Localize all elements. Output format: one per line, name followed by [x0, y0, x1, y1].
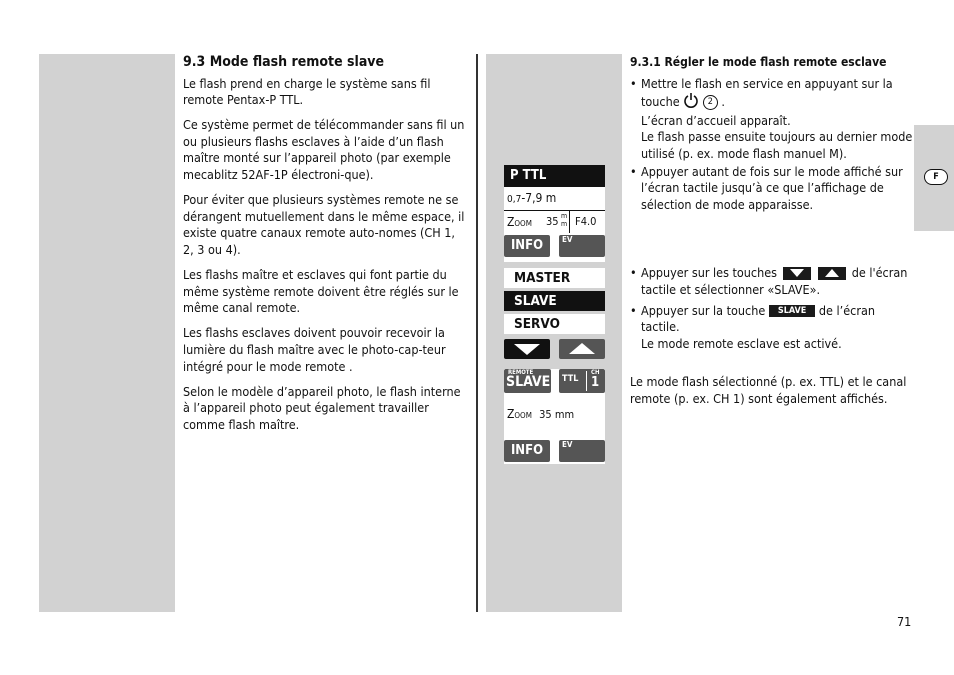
down-key-icon — [783, 267, 811, 280]
mode-button-pttl[interactable]: P TTL — [504, 165, 605, 187]
zoom-label: Zoom — [507, 407, 532, 421]
lcd-mode-selection — [504, 268, 605, 361]
text: de l’écran tactile. — [641, 302, 875, 335]
info-button[interactable]: INFO — [504, 440, 550, 462]
instruction-1 — [630, 76, 914, 163]
menu-item-master[interactable]: MASTER — [504, 268, 605, 288]
text: Appuyer sur la touche — [641, 302, 766, 318]
column-divider — [476, 54, 478, 612]
right-text-block — [630, 54, 914, 408]
info-button[interactable]: INFO — [504, 235, 550, 257]
language-side-tab — [914, 125, 954, 231]
note — [630, 374, 914, 407]
remote-label: REMOTE — [508, 369, 534, 376]
left-gray-column — [39, 54, 175, 612]
triangle-down-icon — [504, 339, 550, 359]
page-number: 71 — [897, 614, 912, 629]
text: L’écran d’accueil apparaît. — [641, 112, 791, 128]
menu-item-slave[interactable]: SLAVE — [504, 291, 605, 311]
power-icon — [683, 92, 699, 113]
zoom-row — [507, 407, 574, 421]
slave-label: SLAVE — [506, 374, 551, 390]
lcd-slave-screen — [504, 369, 605, 464]
triangle-up-icon — [559, 339, 605, 359]
text: Le flash passe ensuite toujours au dernier mode utilisé (p. ex. mode flash manuel M). — [641, 129, 913, 161]
instruction-3 — [630, 265, 914, 298]
paragraph: Le flash prend en charge le système sans fil remote Pentax-P TTL. — [183, 75, 431, 108]
aperture-value: F4.0 — [575, 215, 597, 228]
up-arrow-button[interactable] — [559, 339, 605, 359]
section-heading: 9.3 Mode flash remote slave — [183, 54, 385, 70]
ev-button[interactable]: EV — [559, 235, 605, 257]
text: Mettre le flash en service en appuyant sur la touche — [641, 75, 893, 109]
text: Appuyer autant de fois sur le mode affiché sur l’écran tactile jusqu’à ce que l’affichage de sélection de mode apparaisse. — [641, 163, 903, 212]
paragraph: Pour éviter que plusieurs systèmes remote ne se dérangent mutuellement dans le même espace, il existe quatre canaux remote auto-nomes (CH 1, 2, 3 ou 4). — [183, 192, 465, 257]
zoom-row — [504, 211, 605, 233]
text: Le mode flash sélectionné (p. ex. TTL) et le canal remote (p. ex. CH 1) sont également affichés. — [630, 374, 907, 406]
left-text-block — [183, 54, 469, 442]
text: Le mode remote esclave est activé. — [641, 335, 842, 351]
ch-label: CH — [591, 369, 600, 376]
slave-key-chip: SLAVE — [769, 305, 815, 317]
range-value: -7,9 m — [521, 191, 557, 205]
instruction-2 — [630, 164, 914, 214]
paragraph: Les flashs maître et esclaves qui font partie du même système remote doivent être réglés sur le même canal remote. — [183, 267, 459, 316]
ttl-channel-button[interactable] — [559, 369, 605, 393]
language-badge: F — [924, 169, 948, 185]
unit-m: m — [561, 212, 568, 220]
divider — [586, 371, 587, 391]
lcd-home-screen — [504, 165, 605, 262]
range-display — [504, 187, 605, 211]
text: . — [721, 93, 725, 109]
text: Appuyer sur les touches — [641, 265, 778, 281]
circled-number: 2 — [707, 96, 713, 107]
menu-item-servo[interactable]: SERVO — [504, 314, 605, 334]
zoom-label: Zoom — [507, 215, 532, 229]
ev-button[interactable]: EV — [559, 440, 605, 462]
paragraph: Les flashs esclaves doivent pouvoir recevoir la lumière du flash maître avec le photo-cap-teur intégré pour le mode remote . — [183, 325, 446, 374]
zoom-value: 35 — [546, 215, 559, 228]
ch-value: 1 — [591, 375, 600, 390]
text: de l'écran tactile et sélectionner «SLAVE». — [641, 265, 908, 297]
up-key-icon — [818, 267, 846, 280]
ttl-label: TTL — [562, 374, 579, 384]
paragraph: Selon le modèle d’appareil photo, le flash interne à l’appareil photo peut également travailler comme flash maître. — [183, 383, 461, 432]
down-arrow-button[interactable] — [504, 339, 550, 359]
divider — [569, 211, 570, 233]
subsection-heading: 9.3.1 Régler le mode flash remote esclave — [630, 55, 887, 69]
circled-number-icon — [703, 95, 718, 110]
slave-mode-button[interactable] — [504, 369, 551, 393]
range-small: 0,7 — [507, 194, 522, 205]
paragraph: Ce système permet de télécommander sans fil un ou plusieurs flashs esclaves à l’aide d’un flash maître monté sur l’appareil photo (par exemple mecablitz 52AF-1P électroni-que). — [183, 117, 465, 183]
unit-m: m — [561, 220, 568, 228]
zoom-value: 35 mm — [539, 408, 575, 421]
instruction-4 — [630, 303, 914, 353]
